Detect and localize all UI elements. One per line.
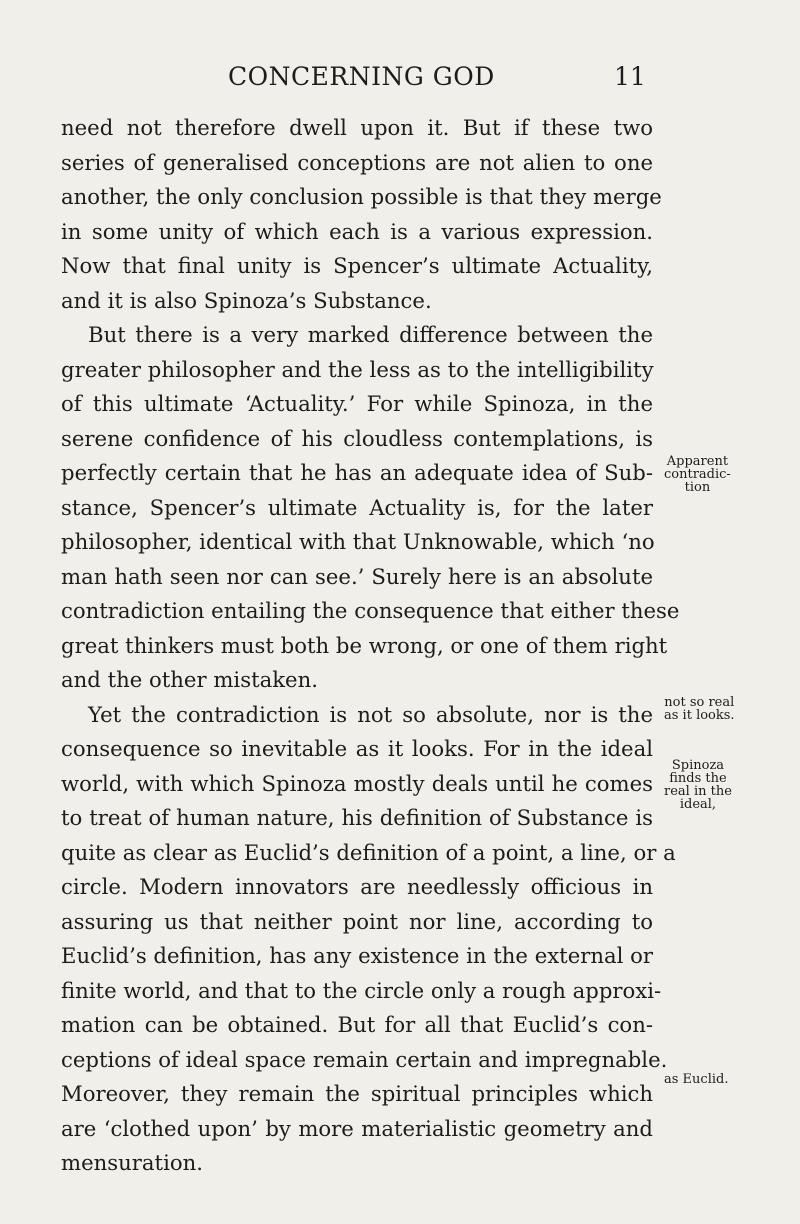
margin-note-line: ideal, [679,797,717,812]
text-line: world, with which Spinoza mostly deals until he comes [61,770,653,796]
text-line: circle. Modern innovators are needlessly officious in [61,874,653,899]
margin-note-line: contradic- [664,467,731,482]
text-line: stance, Spencer’s ultimate Actuality is, for the later [61,494,653,520]
text-line: need not therefore dwell upon it. But if these two [61,115,653,140]
body-text [61,111,680,1181]
text-line: man hath seen nor can see.’ Surely here is an absolute [61,563,653,589]
text-line: mation can be obtained. But for all that Euclid’s con- [61,1012,653,1037]
text-line: and the other mistaken. [61,667,318,692]
margin-note-line: Apparent [666,454,729,469]
text-line: in some unity of which each is a various expression. [61,218,653,244]
text-line: are ‘clothed upon’ by more materialistic geometry and [61,1115,653,1141]
margin-note-not-so-real [664,696,735,722]
margin-note-line: Spinoza [671,758,725,773]
text-line: quite as clear as Euclid’s definition of a point, a line, or a [61,839,676,865]
text-line: contradiction entailing the consequence that either these [61,598,680,623]
margin-note-line: as it looks. [664,708,735,723]
margin-note-as-euclid [664,1073,728,1086]
text-line: Yet the contradiction is not so absolute, nor is the [88,701,653,727]
text-line: great thinkers must both be wrong, or one of them right [61,632,668,658]
margin-note-spinoza-ideal [664,759,732,811]
page-header [0,62,800,102]
text-line: Now that final unity is Spencer’s ultimate Actuality, [61,253,653,278]
text-line: assuring us that neither point nor line, according to [61,908,653,934]
text-line: another, the only conclusion possible is that they merge [61,184,662,209]
text-line: series of generalised conceptions are not alien to one [61,149,653,175]
text-line: and it is also Spinoza’s Substance. [61,287,432,313]
text-line: finite world, and that to the circle only a rough approxi- [61,977,662,1003]
margin-note-line: real in the [664,784,732,799]
margin-note-apparent-contradiction [664,455,731,494]
margin-note-line: finds the [669,771,727,786]
text-line: to treat of human nature, his definition of Substance is [61,805,653,830]
text-line: philosopher, identical with that Unknowable, which ‘no [61,529,655,554]
text-line: mensuration. [61,1150,203,1175]
page-number: 11 [614,62,646,91]
text-line: Moreover, they remain the spiritual principles which [61,1081,653,1106]
margin-note-line: as Euclid. [664,1072,729,1087]
text-line: consequence so inevitable as it looks. For in the ideal [61,736,653,761]
running-head: CONCERNING GOD [228,62,495,91]
margin-note-line: tion [684,480,711,495]
text-line: of this ultimate ‘Actuality.’ For while Spinoza, in the [61,391,653,416]
text-line: perfectly certain that he has an adequate idea of Sub- [61,460,653,485]
text-line: But there is a very marked difference between the [88,322,653,347]
text-line: ceptions of ideal space remain certain and impregnable. [61,1046,668,1072]
text-line: greater philosopher and the less as to the intelligibility [61,356,654,382]
text-line: serene confidence of his cloudless contemplations, is [61,425,653,451]
text-line: Euclid’s definition, has any existence in the external or [61,943,654,968]
margin-note-line: not so real [664,695,735,710]
